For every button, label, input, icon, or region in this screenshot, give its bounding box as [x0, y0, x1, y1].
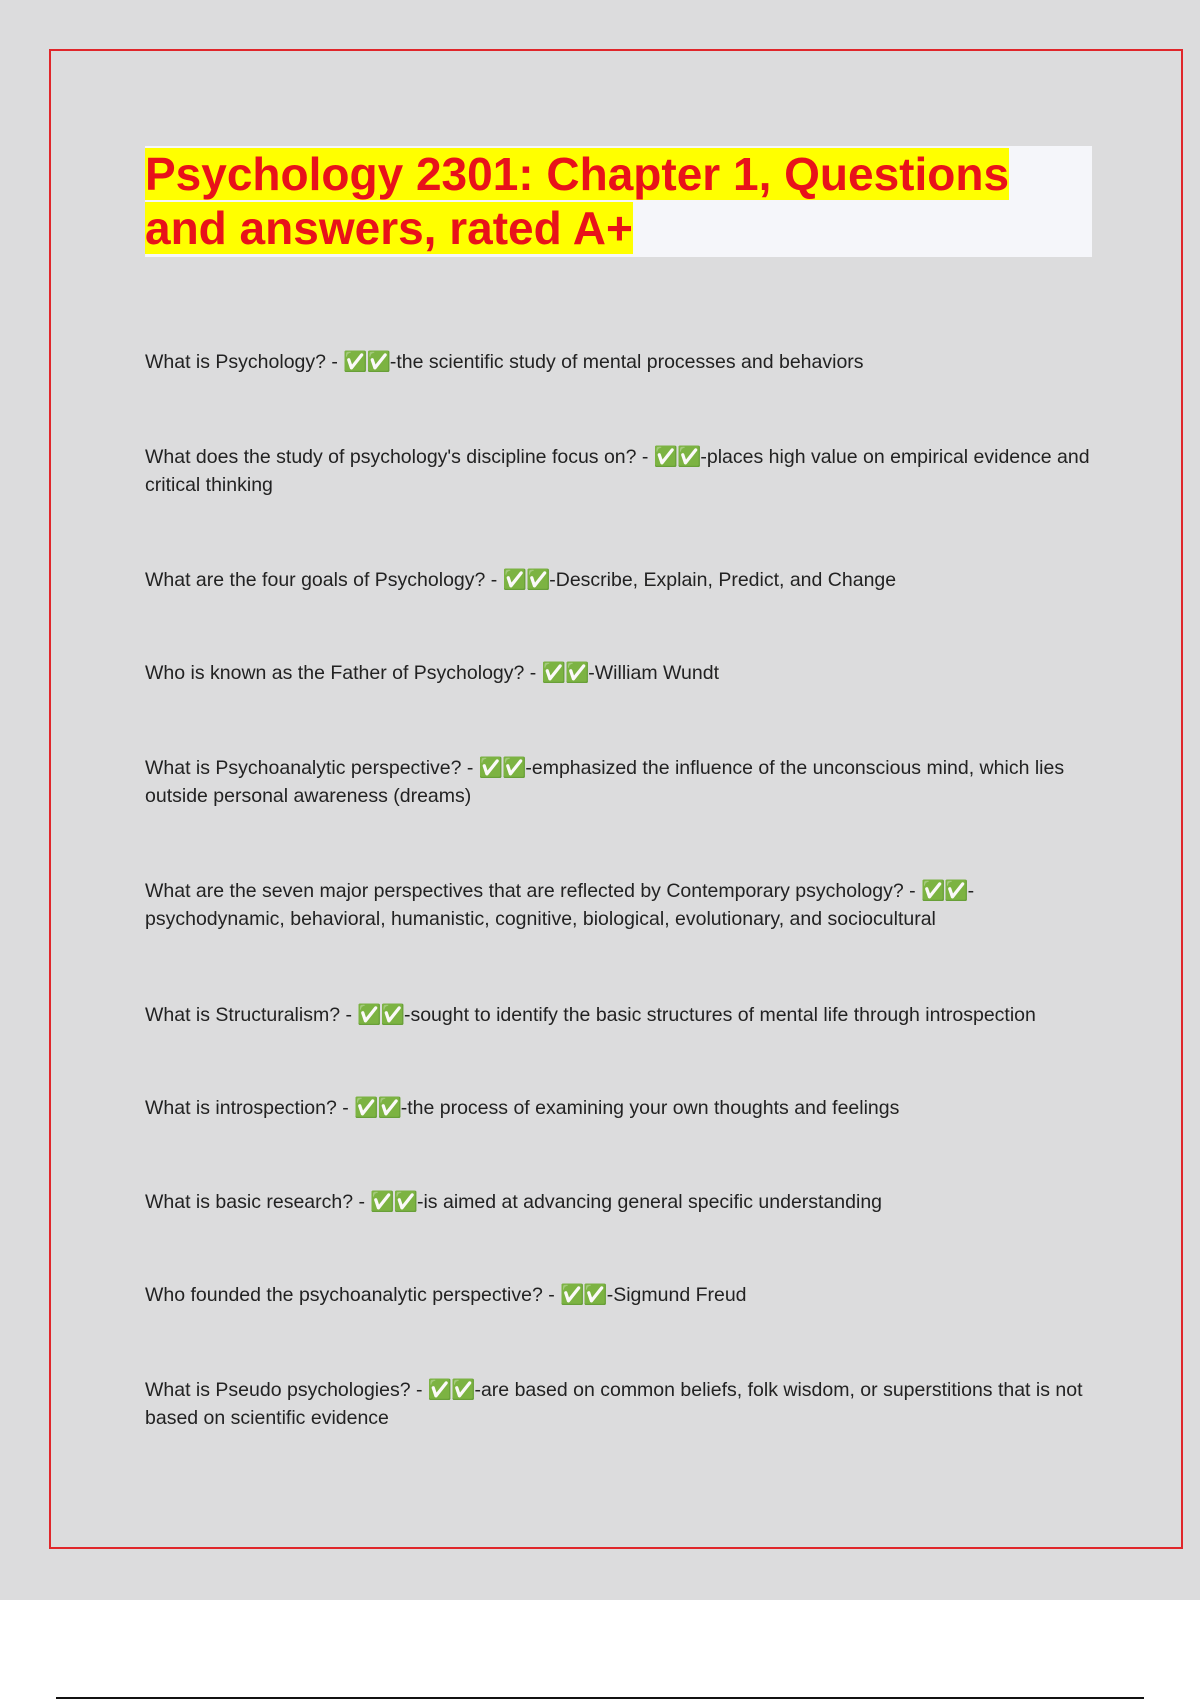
answer-text: -is aimed at advancing general specific understanding [416, 1191, 883, 1213]
question-text: What is basic research? - [145, 1191, 371, 1213]
document-title-text: Psychology 2301: Chapter 1, Questions and answers, rated A+ [145, 148, 1010, 254]
qa-item [145, 754, 1105, 810]
answer-text: -the scientific study of mental processes and behaviors [389, 351, 864, 373]
question-text: What is Psychoanalytic perspective? - [145, 757, 479, 779]
double-check-icon: ✅✅ [502, 569, 550, 591]
question-text: What is Pseudo psychologies? - [145, 1379, 428, 1401]
qa-item [145, 877, 1105, 933]
double-check-icon: ✅✅ [541, 662, 589, 684]
qa-item [145, 1001, 1105, 1029]
qa-item [145, 566, 1105, 594]
double-check-icon: ✅✅ [427, 1379, 475, 1401]
qa-item [145, 348, 1105, 376]
question-text: What is introspection? - [145, 1097, 355, 1119]
answer-text: -the process of examining your own thoughts and feelings [400, 1097, 900, 1119]
qa-item [145, 659, 1105, 687]
question-text: What are the seven major perspectives that are reflected by Contemporary psychology? - [145, 880, 922, 902]
qa-item [145, 1376, 1105, 1432]
double-check-icon: ✅✅ [478, 757, 526, 779]
answer-text: -places high value on empirical evidence and critical thinking [145, 446, 1090, 496]
question-text: What is Psychology? - [145, 351, 344, 373]
double-check-icon: ✅✅ [354, 1097, 401, 1119]
double-check-icon: ✅✅ [343, 351, 390, 373]
answer-text: -are based on common beliefs, folk wisdom, or superstitions that is not based on scientific evidence [145, 1379, 1083, 1429]
qa-item [145, 1281, 1105, 1309]
question-text: What does the study of psychology's discipline focus on? - [145, 446, 654, 468]
double-check-icon: ✅✅ [357, 1004, 404, 1026]
question-text: Who is known as the Father of Psychology? - [145, 662, 542, 684]
double-check-icon: ✅✅ [921, 880, 968, 902]
question-text: What is Structuralism? - [145, 1004, 358, 1026]
question-text: What are the four goals of Psychology? - [145, 569, 503, 591]
qa-item [145, 1188, 1105, 1216]
answer-text: -Describe, Explain, Predict, and Change [549, 569, 897, 591]
answer-text: -emphasized the influence of the unconscious mind, which lies outside personal awareness (dreams) [145, 757, 1065, 807]
double-check-icon: ✅✅ [560, 1284, 607, 1306]
answer-text: -William Wundt [588, 662, 719, 684]
footer-rule [56, 1697, 1144, 1699]
answer-text: -psychodynamic, behavioral, humanistic, cognitive, biological, evolutionary, and sociocultural [145, 880, 975, 930]
document-title [145, 146, 1092, 255]
answer-text: -sought to identify the basic structures of mental life through introspection [403, 1004, 1036, 1026]
title-block [145, 146, 1092, 257]
question-text: Who founded the psychoanalytic perspective? - [145, 1284, 561, 1306]
double-check-icon: ✅✅ [653, 446, 701, 468]
answer-text: -Sigmund Freud [606, 1284, 747, 1306]
qa-item [145, 1094, 1105, 1122]
double-check-icon: ✅✅ [370, 1191, 417, 1213]
qa-item [145, 443, 1105, 499]
